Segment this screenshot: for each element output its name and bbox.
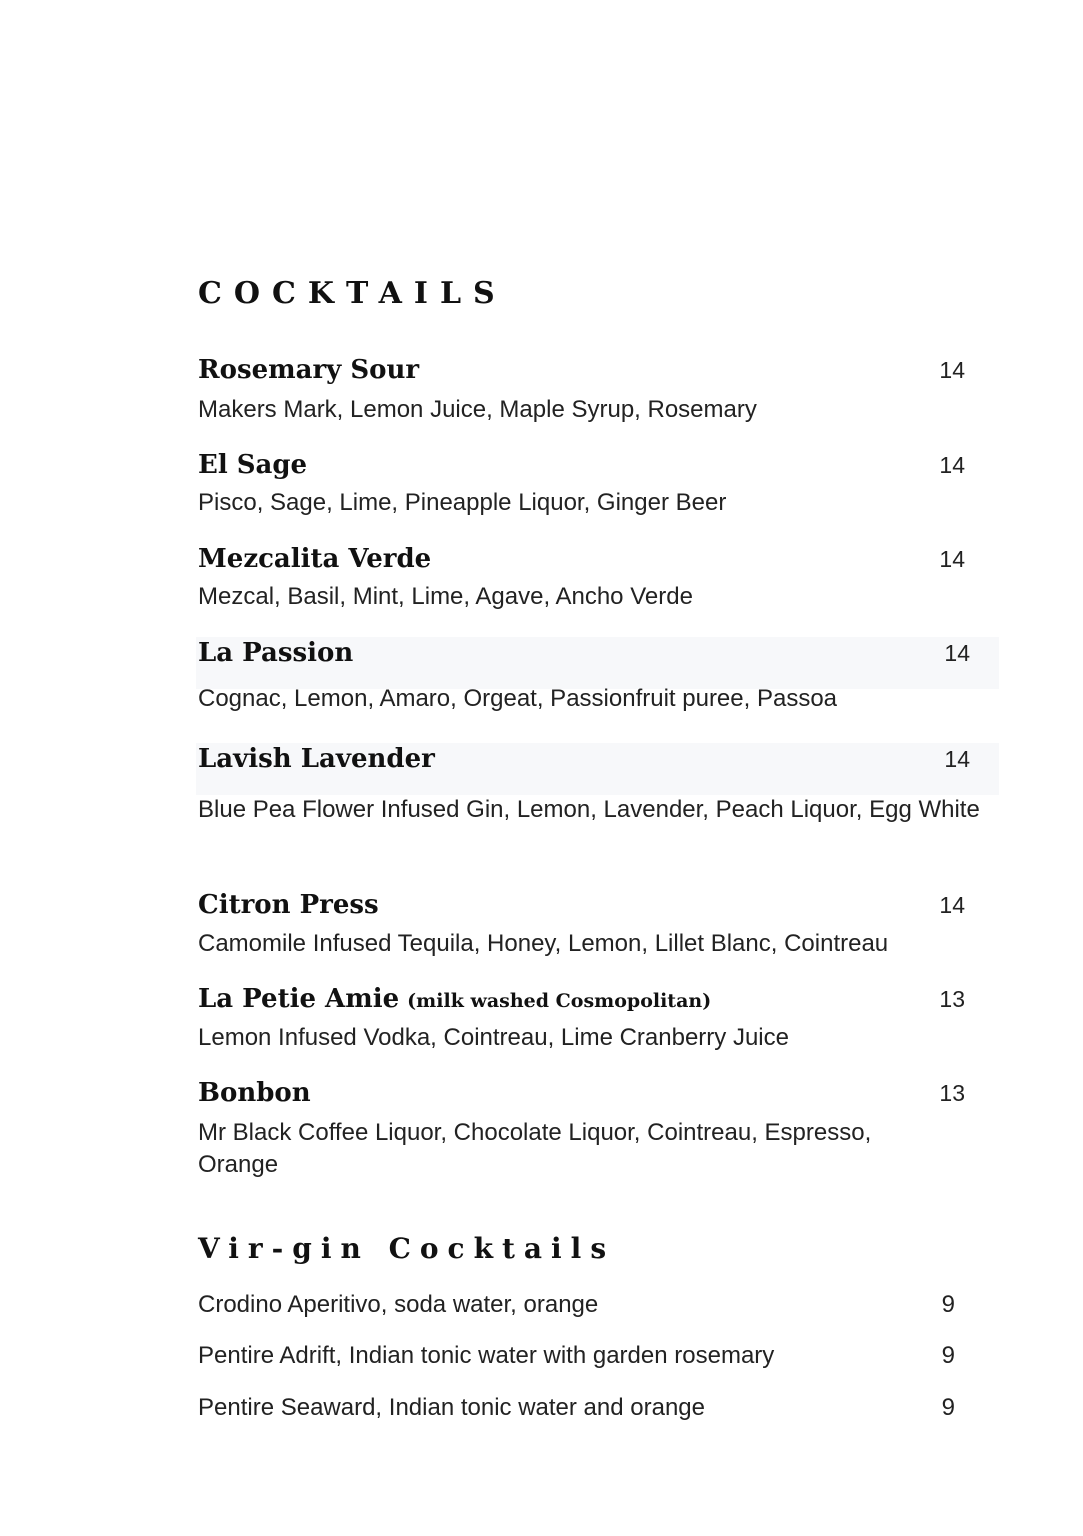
cocktail-name: Rosemary Sour <box>198 355 420 385</box>
cocktail-item <box>198 543 973 619</box>
cocktail-name: Lavish Lavender <box>198 744 435 774</box>
cocktail-description: Cognac, Lemon, Amaro, Orgeat, Passionfruit puree, Passoa <box>198 685 838 712</box>
cocktail-description: Mezcal, Basil, Mint, Lime, Agave, Ancho Verde <box>198 583 693 610</box>
cocktail-item <box>198 637 973 723</box>
cocktail-price: 14 <box>944 746 970 772</box>
cocktail-item <box>198 449 973 525</box>
cocktail-price: 14 <box>939 357 965 383</box>
cocktail-item <box>198 983 973 1059</box>
virgin-description: Pentire Adrift, Indian tonic water with garden rosemary <box>198 1342 775 1369</box>
cocktail-subtitle: (milk washed Cosmopolitan) <box>407 990 712 1012</box>
cocktail-item <box>198 1077 973 1187</box>
cocktail-description: Pisco, Sage, Lime, Pineapple Liquor, Ginger Beer <box>198 489 727 516</box>
cocktail-description: Lemon Infused Vodka, Cointreau, Lime Cranberry Juice <box>198 1024 789 1051</box>
cocktail-name: La Passion <box>198 638 354 668</box>
cocktails-heading: COCKTAILS <box>198 276 507 311</box>
cocktail-description: Mr Black Coffee Liquor, Chocolate Liquor, Cointreau, Espresso, Orange <box>198 1119 872 1178</box>
cocktail-name: El Sage <box>198 450 308 480</box>
cocktail-price: 13 <box>939 1080 965 1106</box>
cocktail-item <box>198 743 980 863</box>
cocktail-name-text: La Petie Amie <box>198 984 400 1014</box>
cocktail-name: Bonbon <box>198 1078 311 1108</box>
cocktail-name: Mezcalita Verde <box>198 544 432 574</box>
cocktail-price: 14 <box>944 640 970 666</box>
cocktail-name <box>198 983 711 1017</box>
cocktail-price: 13 <box>939 986 965 1012</box>
cocktail-item <box>198 354 973 430</box>
virgin-description: Pentire Seaward, Indian tonic water and orange <box>198 1394 705 1421</box>
virgin-description: Crodino Aperitivo, soda water, orange <box>198 1291 599 1318</box>
virgin-price: 9 <box>941 1291 955 1318</box>
cocktail-description: Makers Mark, Lemon Juice, Maple Syrup, Rosemary <box>198 396 757 423</box>
virgin-cocktails-heading: Vir-gin Cocktails <box>198 1232 616 1265</box>
cocktail-price: 14 <box>939 892 965 918</box>
virgin-price: 9 <box>941 1342 955 1369</box>
cocktail-price: 14 <box>939 452 965 478</box>
cocktail-description: Blue Pea Flower Infused Gin, Lemon, Lavender, Peach Liquor, Egg White <box>198 796 980 823</box>
cocktail-description: Camomile Infused Tequila, Honey, Lemon, Lillet Blanc, Cointreau <box>198 930 889 957</box>
cocktail-price: 14 <box>939 546 965 572</box>
virgin-price: 9 <box>941 1394 955 1421</box>
cocktail-item <box>198 889 973 965</box>
cocktail-name: Citron Press <box>198 890 379 920</box>
